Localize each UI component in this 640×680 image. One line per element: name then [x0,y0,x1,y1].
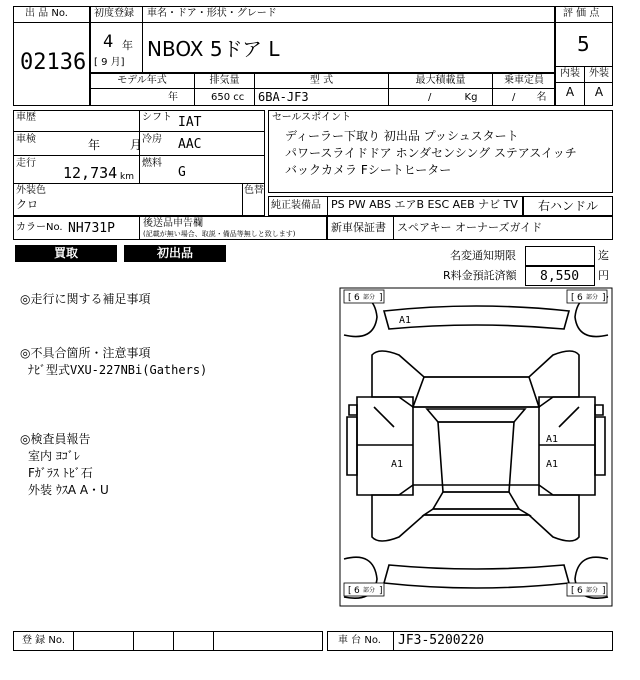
capacity: / 名 [512,92,547,103]
exterior-color-label: 外装色 [16,185,46,196]
tire-depth-front-left: 6 [354,293,360,303]
interior-label: 内装 [560,68,580,79]
damage-code: A1 [546,434,559,445]
driving-notes-label: ◎走行に関する補足事項 [20,292,151,306]
model-year-label: モデル年式 [117,75,167,86]
history-label: 車歴 [16,112,36,123]
roof [438,422,514,492]
sales-points-label: セールスポイント [272,112,352,123]
lot-label: 出 品 No. [25,8,68,19]
equipment-label: 純正装備品 [271,200,321,211]
inspector-line: 外装 ｳｽA A・U [28,483,109,497]
shift-value: IAT [178,115,202,130]
damage-code: A1 [391,459,404,470]
mileage-label: 走行 [16,158,36,169]
svg-text:[: [ [571,293,575,303]
after-report-sublabel: (記載が無い場合、取説・備品等無しと致します) [143,230,296,238]
after-report-label: 後送品申告欄 [143,218,203,229]
tailgate [424,509,529,515]
tire-depth-rear-left: 6 [354,586,360,596]
left-side-body [357,397,413,495]
displacement: 650 cc [211,92,245,103]
svg-text:[: [ [348,586,352,596]
equipment-value: PS PW ABS エアB ESC AEB ナビ TV [331,198,518,211]
svg-text:[: [ [571,586,575,596]
sales-point-line: パワースライドドア ホンダセンシング ステアスイッチ [285,146,577,160]
svg-text:]: ] [379,586,383,596]
name-change-label: 名変通知期限 [450,249,516,262]
ac-value: AAC [178,137,202,152]
damage-code: A1 [399,315,412,326]
inspector-line: Fｶﾞﾗｽ ﾄﾋﾞ石 [28,466,93,480]
color-no-label: カラーNo. [16,222,63,233]
first-reg-year: 4 [103,32,114,52]
score-value: 5 [577,32,590,56]
max-load: / Kg [428,92,478,103]
lot-number: 02136 [20,50,87,75]
warranty-value: スペアキー オーナーズガイド [397,221,543,234]
name-change-unit: 迄 [598,249,609,262]
mileage-unit: km [120,172,134,182]
hood [413,377,539,407]
defect-line: ﾅﾋﾞ型式VXU-227NBi(Gathers) [28,363,208,377]
car-damage-diagram [339,287,613,607]
windshield [427,409,525,422]
exterior-score: A [594,85,604,99]
fuel-value: G [178,165,186,180]
shift-label: シフト [142,112,172,123]
reg-no-label: 登 録 No. [22,635,65,646]
tire-depth-front-right: 6 [577,293,583,303]
capacity-label: 乗車定員 [504,75,544,86]
color-no-value: NH731P [68,221,115,236]
svg-text:]: ] [602,293,606,303]
front-fenders [372,351,579,407]
recycle-unit: 円 [598,269,609,282]
tire-unit: 部分 [363,587,376,594]
type-value: 6BA-JF3 [258,90,309,104]
inspection-value: 年 月 [88,138,142,152]
damage-code: A1 [546,459,559,470]
first-reg-year-unit: 年 [122,39,133,52]
warranty-label: 新車保証書 [331,221,386,234]
defects-label: ◎不具合箇所・注意事項 [20,346,151,360]
rear-fenders [372,485,579,541]
svg-text:[: [ [348,293,352,303]
inspection-label: 車検 [16,134,36,145]
type-label: 型 式 [309,75,334,86]
exterior-color-value: クロ [16,198,38,211]
sales-point-line: ディーラー下取り 初出品 プッシュスタート [285,129,519,143]
car-name-label: 車名・ドア・形状・グレード [147,8,277,19]
svg-text:]: ] [602,586,606,596]
chassis-label: 車 台 No. [338,635,381,646]
ac-label: 冷房 [142,134,162,145]
buy-tag: 買取 [15,245,117,262]
rear-glass [433,492,519,509]
right-mirror [595,405,603,415]
mileage-value: 12,734 [63,164,118,182]
tire-depth-rear-right: 6 [577,586,583,596]
tire-unit: 部分 [586,587,599,594]
model-year-unit: 年 [168,92,178,103]
car-name: NBOX 5ドア L [147,37,280,61]
first-listing-tag: 初出品 [124,245,226,262]
chassis-value: JF3-5200220 [398,633,485,648]
front-bumper [384,306,569,329]
right-side-body [539,397,595,495]
sales-point-line: バックカメラ Fシートヒーター [285,163,452,177]
inspector-label: ◎検査員報告 [20,432,91,446]
steering-value: 右ハンドル [537,199,598,213]
svg-text:]: ] [379,293,383,303]
fuel-label: 燃料 [142,158,162,169]
tire-unit: 部分 [363,294,376,301]
first-reg-label: 初度登録 [94,8,134,19]
recycle-value: 8,550 [540,269,580,284]
exterior-label: 外装 [589,68,609,79]
inspector-line: 室内 ﾖｺﾞﾚ [28,449,80,463]
displacement-label: 排気量 [209,75,240,86]
rear-bumper [384,565,569,588]
right-rocker [595,417,605,475]
name-change-box [525,246,595,266]
max-load-label: 最大積載量 [415,75,466,86]
color-change-label: 色替 [244,185,264,196]
first-reg-month: [ 9 月] [94,57,125,68]
tire-unit: 部分 [586,294,599,301]
left-mirror [349,405,357,415]
left-rocker [347,417,357,475]
score-label: 評 価 点 [563,8,600,19]
interior-score: A [565,85,575,99]
recycle-label: R料金預託済額 [443,269,517,282]
